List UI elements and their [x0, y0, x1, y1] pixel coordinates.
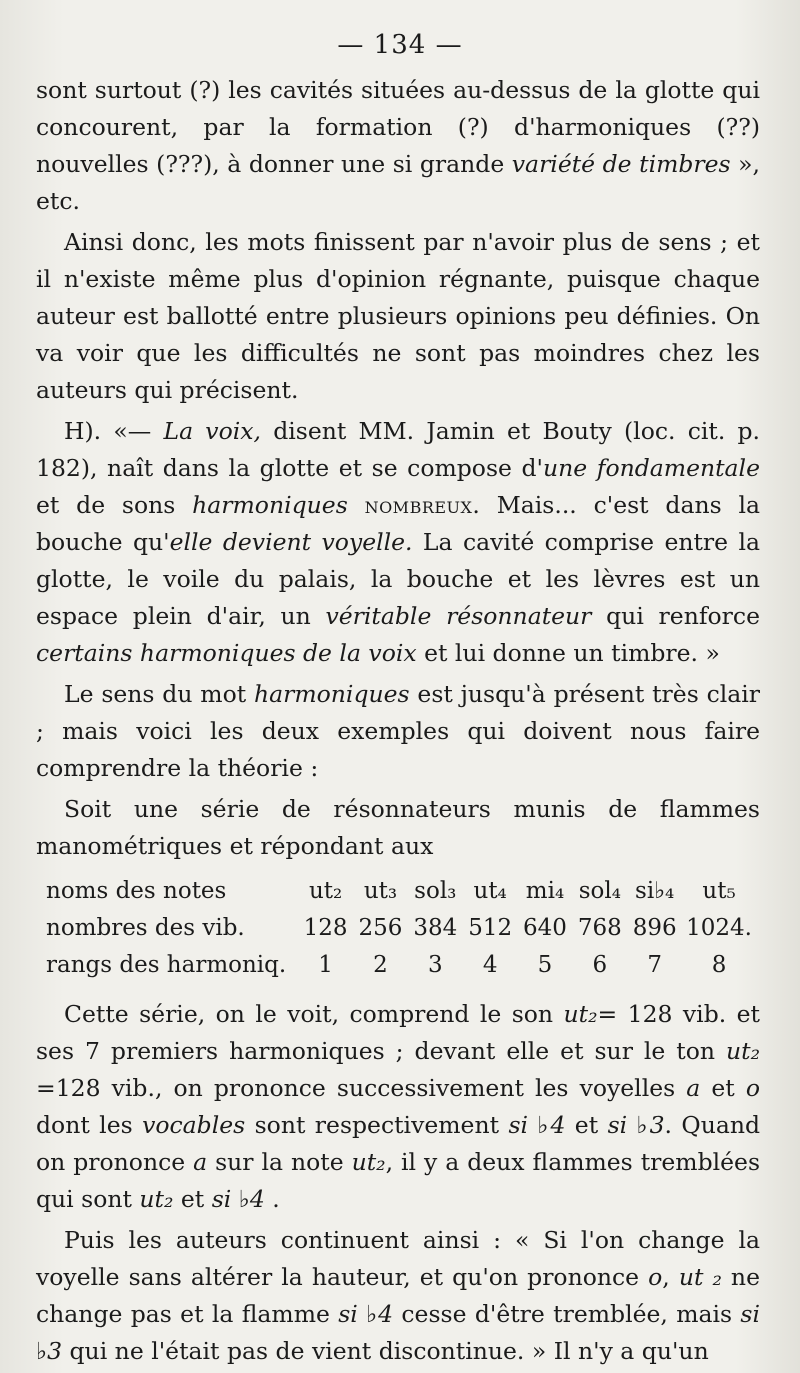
text-run: sont respectivement — [245, 1111, 509, 1139]
table-cell: 640 — [523, 915, 567, 941]
text-run: , — [662, 1263, 679, 1291]
table-cell: 2 — [373, 952, 388, 978]
text-run: et — [700, 1074, 746, 1102]
italic-run: o — [648, 1263, 663, 1291]
table-cell: sol₃ — [414, 878, 457, 904]
text-run: . Quand on prononce — [36, 1111, 761, 1176]
italic-run: si ♭4 — [211, 1185, 265, 1213]
table-cell: sol₄ — [578, 878, 621, 904]
table-row — [46, 910, 760, 947]
text-run: , il y a deux flammes tremblées qui sont — [36, 1148, 760, 1213]
paragraph-2 — [36, 224, 760, 409]
paragraph-3-quote — [36, 413, 760, 672]
text-run: . — [264, 1185, 280, 1213]
text-run: qui ne l'était pas de vient discontinue. » Il n'y a qu'un — [62, 1337, 709, 1365]
text-run: et — [173, 1185, 212, 1213]
table-cell: 1 — [318, 952, 333, 978]
table-cell: 768 — [577, 915, 622, 941]
italic-run: elle devient voyelle. — [169, 528, 413, 556]
italic-run: une fondamentale — [543, 454, 760, 482]
italic-run: si ♭3 — [36, 1300, 760, 1365]
table-cell: si♭₄ — [635, 878, 675, 904]
table-cell: 896 — [632, 915, 677, 941]
text-run: qui renforce — [591, 602, 760, 630]
table-cell: ut₅ — [702, 878, 736, 904]
table-row — [46, 873, 760, 910]
italic-run: harmoniques — [253, 680, 410, 708]
text-run: et — [565, 1111, 608, 1139]
table-cell: 1024. — [686, 915, 752, 941]
text-run: Cette série, on le voit, comprend le son — [64, 1000, 564, 1028]
table-row — [46, 947, 760, 984]
paragraph-4 — [36, 676, 760, 787]
text-run: sur la note — [207, 1148, 352, 1176]
table-cell: 8 — [711, 952, 727, 978]
page-body — [36, 72, 760, 1370]
text-run: dont les — [36, 1111, 143, 1139]
small-caps-run: nombreux — [364, 491, 473, 519]
italic-run: variété de timbres — [511, 150, 731, 178]
text-run — [348, 491, 365, 519]
table-cell: 384 — [413, 915, 458, 941]
row-label: noms des notes — [46, 878, 227, 904]
table-cell: 3 — [427, 952, 443, 978]
text-run: = 128 vib. et ses 7 premiers harmoniques ; devant elle et sur le ton — [36, 1000, 760, 1065]
paragraph-6 — [36, 996, 760, 1218]
text-run: La cavité comprise entre la glotte, le voile du palais, la bouche et les lèvres est un espace plein d'air, un — [36, 528, 761, 630]
italic-run: ut₂ — [139, 1185, 174, 1213]
text-run: ne change pas et la flamme — [36, 1263, 760, 1328]
italic-run: harmoniques — [192, 491, 348, 519]
row-label: rangs des harmoniq. — [46, 952, 287, 978]
table-cell: 512 — [468, 915, 513, 941]
text-run: =128 vib., on prononce successivement les voyelles — [36, 1074, 687, 1102]
text-run: cesse d'être tremblée, mais — [393, 1300, 741, 1328]
table-cell: mi₄ — [525, 878, 565, 904]
table-cell: ut₃ — [363, 878, 398, 904]
italic-run: ut₂ — [726, 1037, 760, 1065]
row-label: nombres des vib. — [46, 915, 245, 941]
italic-run: certains harmoniques de la voix — [36, 639, 417, 667]
text-run: Le sens du mot — [64, 680, 254, 708]
notes-table — [46, 873, 760, 984]
text-run: Ainsi donc, les mots finissent par n'avoir plus de sens ; et il n'existe même plus d'opinion régnante, puisque chaque auteur est ballotté entre plusieurs opinions peu définies. On va voir que les difficultés ne sont pas moindres chez les auteurs qui précisent. — [36, 228, 760, 404]
text-run: est jusqu'à présent très clair ; mais voici les deux exemples qui doivent nous faire comprendre la théorie : — [36, 680, 761, 782]
table-cell: ut₄ — [473, 878, 507, 904]
italic-run: si ♭4 — [338, 1300, 394, 1328]
italic-run: o — [745, 1074, 760, 1102]
text-run: Puis les auteurs continuent ainsi : « Si l'on change la voyelle sans altérer la hauteur, et qu'on prononce — [36, 1226, 760, 1291]
table-cell: 256 — [358, 915, 403, 941]
italic-run: ut₂ — [351, 1148, 386, 1176]
text-run: et de sons — [36, 491, 193, 519]
table-cell: 5 — [537, 952, 553, 978]
italic-run: ut ₂ — [678, 1263, 722, 1291]
text-run: », etc. — [36, 150, 761, 215]
italic-run: vocables — [142, 1111, 246, 1139]
paragraph-7 — [36, 1222, 760, 1370]
table-cell: ut₂ — [308, 878, 343, 904]
text-run: et lui donne un timbre. » — [416, 639, 720, 667]
italic-run: La voix, — [163, 417, 261, 445]
italic-run: a — [193, 1148, 208, 1176]
text-run: disent MM. Jamin et Bouty (loc. cit. p. 182), naît dans la glotte et se compose d' — [36, 417, 761, 482]
page-number: — 134 — — [337, 30, 463, 60]
paragraph-5 — [36, 791, 760, 865]
text-run: Soit une série de résonnateurs munis de flammes manométriques et répondant aux — [36, 795, 760, 860]
table-cell: 6 — [592, 952, 608, 978]
italic-run: véritable résonnateur — [325, 602, 592, 630]
text-run: sont surtout (?) les cavités situées au-dessus de la glotte qui concourent, par la formation (?) d'harmoniques (??) nouvelles (???), à donner une si grande — [36, 76, 760, 178]
italic-run: si ♭4 — [508, 1111, 566, 1139]
italic-run: a — [686, 1074, 701, 1102]
text-run: . Mais... c'est dans la bouche qu' — [36, 491, 760, 556]
italic-run: ut₂ — [563, 1000, 598, 1028]
text-run: H). «— — [64, 417, 164, 445]
table-cell: 7 — [647, 952, 662, 978]
italic-run: si ♭3 — [607, 1111, 665, 1139]
table-cell: 128 — [303, 915, 348, 941]
table-cell: 4 — [482, 952, 498, 978]
paragraph-1 — [36, 72, 760, 220]
